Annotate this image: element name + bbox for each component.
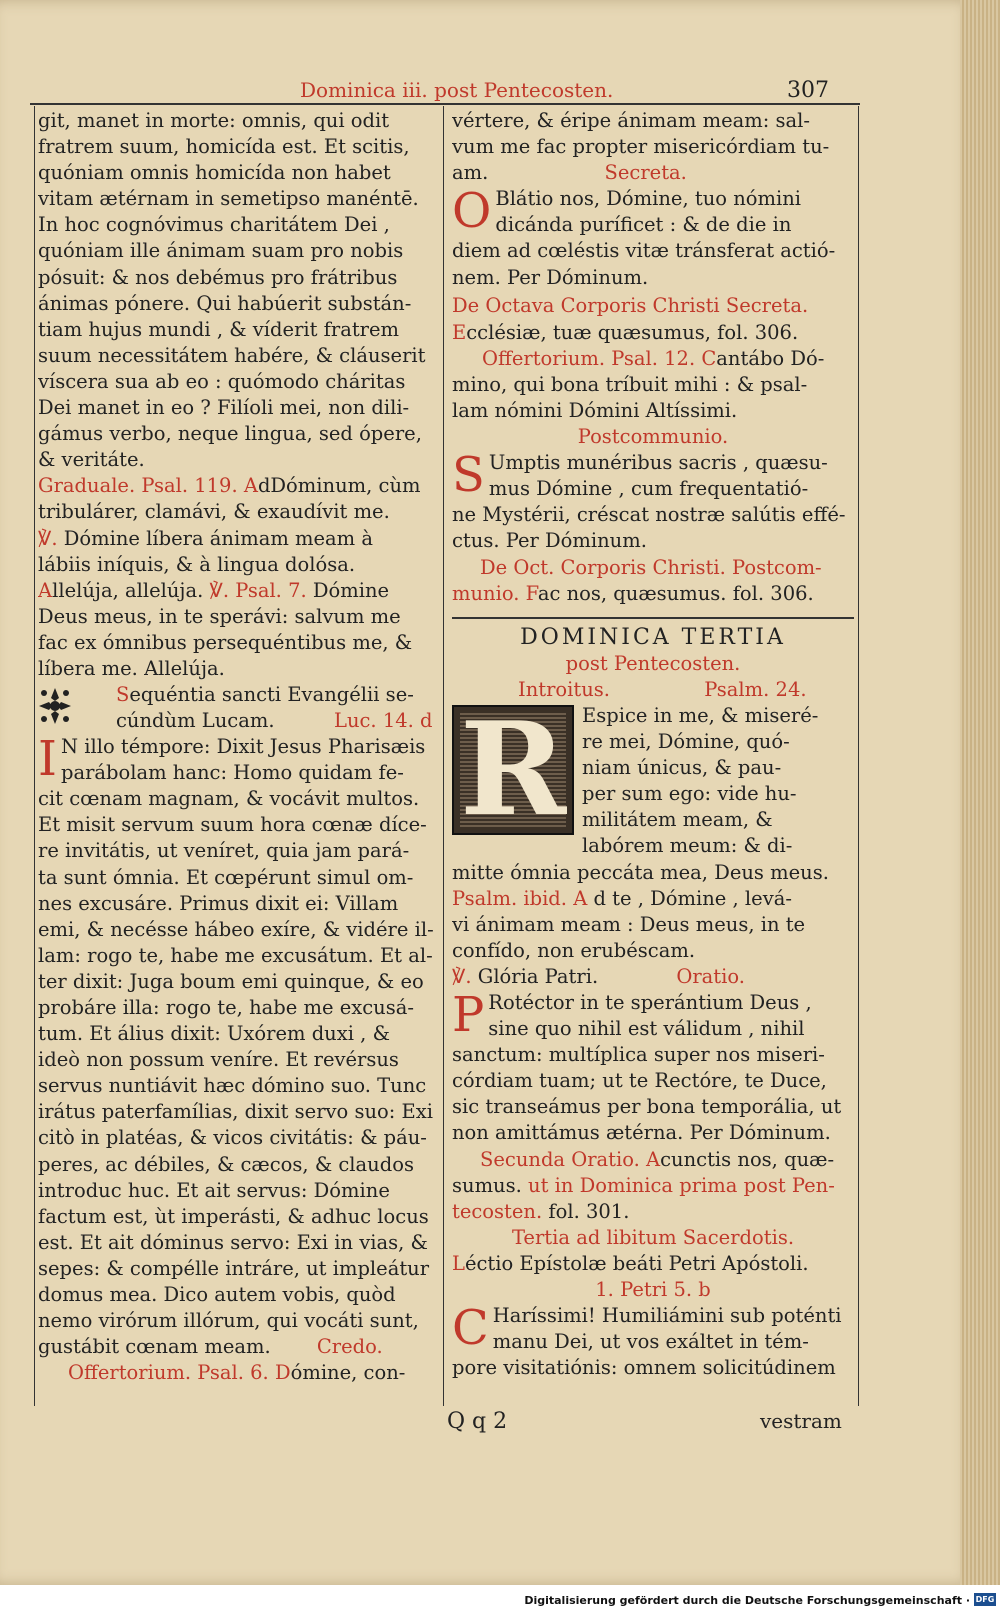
text-line: lam nómini Dómini Altíssimi.: [452, 398, 738, 422]
text-line: sine quo nihil est válidum , nihil: [488, 1017, 805, 1041]
text-line: niam únicus, & pau-: [582, 756, 782, 780]
text-line: suum necessitátem habére, & cláuserit: [38, 343, 426, 367]
text-line: domus mea. Dico autem vobis, quòd: [38, 1283, 396, 1307]
text-line: ctus. Per Dóminum.: [452, 529, 647, 553]
text-line: re invitátis, ut veníret, quia jam pará-: [38, 839, 410, 863]
text-line: peres, ac débiles, & cæcos, & claudos: [38, 1152, 414, 1176]
section-rule: [452, 617, 854, 619]
text-line: líbera me. Allelúja.: [38, 656, 225, 680]
text-line: mino, qui bona tríbuit mihi : & psal-: [452, 372, 808, 396]
text-line: citò in platéas, & vicos civitátis: & páu-: [38, 1126, 427, 1150]
text-line: quóniam ille ánimam suam pro nobis: [38, 239, 404, 263]
offertorium-right-label: Offertorium. Psal. 12.: [482, 346, 696, 370]
text-line: nemo virórum illórum, qui vocáti sunt,: [38, 1309, 419, 1333]
right-border: [858, 106, 859, 1406]
text-line: git, manet in morte: omnis, qui odit: [38, 109, 390, 132]
text-line: servus nuntiávit hæc dómino suo. Tunc: [38, 1074, 427, 1098]
secunda-oratio-line3: tecosten. fol. 301.: [452, 1199, 630, 1223]
alleluia-line: Allelúja, allelúja. ℣. Psal. 7. Dómine: [38, 578, 390, 602]
text-line: sic transeámus per bona temporália, ut: [452, 1095, 842, 1119]
versicle-mark: ℣.: [452, 964, 472, 988]
introitus-line: Introitus. Psalm. 24.: [518, 677, 807, 701]
text-line: confído, non erubéscam.: [452, 938, 696, 962]
drop-cap: C: [452, 1300, 489, 1357]
text-line: fratrem suum, homicída est. Et scitis,: [38, 135, 410, 159]
text-line: re mei, Dómine, quó-: [582, 730, 790, 754]
introitus-text: [452, 694, 854, 886]
section-title: DOMINICA TERTIA: [520, 624, 786, 650]
text-line: manu Dei, ut vos exáltet in tém-: [492, 1330, 809, 1354]
text-line: est. Et ait dóminus servo: Exi in vias, &: [38, 1230, 428, 1254]
text-line: probáre illa: rogo te, habe me excusá-: [38, 996, 414, 1019]
drop-cap: I: [38, 731, 57, 788]
text-line: sanctum: multíplica super nos miseri-: [452, 1043, 825, 1067]
header-rule: [30, 103, 860, 105]
text-line: tiam hujus mundi , & víderit fratrem: [38, 317, 400, 341]
text-line: tum. Et álius dixit: Uxórem duxi , &: [38, 1022, 390, 1046]
text-line: Blátio nos, Dómine, tuo nómini: [495, 187, 802, 211]
catchword: vestram: [760, 1409, 842, 1433]
text-line: mitte ómnia peccáta mea, Deus meus.: [452, 860, 829, 884]
text-line: cit cœnam magnam, & vocávit multos.: [38, 787, 420, 811]
secreta-text: [452, 183, 854, 290]
text-line: vértere, & éripe ánimam meam: sal-: [452, 109, 810, 132]
lectio-reference: 1. Petri 5. b: [595, 1278, 711, 1302]
right-column: [452, 108, 854, 1381]
text-line: introduc huc. Et ait servus: Dómine: [38, 1178, 390, 1202]
text-line: per sum ego: vide hu-: [582, 782, 797, 806]
dfg-logo-icon: DFG: [975, 1595, 995, 1604]
secunda-oratio-line2: sumus. ut in Dominica prima post Pen-: [452, 1173, 835, 1197]
text-line: ideò non possum veníre. Et revérsus: [38, 1048, 399, 1072]
text-line: nes excusáre. Primus dixit ei: Villam: [38, 891, 399, 915]
verse-line: ℣. Dómine líbera ánimam meam à: [38, 526, 373, 550]
graduale-line: Graduale. Psal. 119. AdDóminum, cùm: [38, 474, 421, 498]
gospel-text: [38, 731, 440, 1360]
sequentia-block: [38, 682, 440, 734]
octava-secreta-title: De Octava Corporis Christi Secreta.: [452, 293, 809, 317]
secreta-title: Secreta.: [604, 161, 687, 185]
text-line: Dei manet in eo ? Filíoli mei, non dili-: [38, 396, 410, 420]
page-number: 307: [787, 78, 829, 103]
offertorium-label: Offertorium. Psal. 6. D: [68, 1361, 291, 1385]
running-header: Dominica iii. post Pentecosten.: [300, 78, 614, 102]
text-line: ne Mystérii, créscat nostræ salútis effé-: [452, 503, 846, 527]
drop-cap: O: [452, 183, 492, 240]
text-line: Espice in me, & miseré-: [582, 703, 819, 727]
text-line: pósuit: & nos debémus pro frátribus: [38, 265, 398, 289]
text-line: Rotéctor in te sperántium Deus ,: [488, 991, 812, 1014]
text-line: vum me fac propter misericórdiam tu-: [452, 135, 830, 159]
text-line: quóniam omnis homicída non habet: [38, 161, 391, 185]
text-line: gustábit cœnam meam. Credo.: [38, 1335, 383, 1359]
text-line: irátus paterfamílias, dixit servo suo: Exi: [38, 1100, 434, 1124]
page-edge: [960, 0, 1000, 1585]
secunda-oratio-line: Secunda Oratio. Acunctis nos, quæ-: [480, 1147, 835, 1171]
text-line: ta sunt ómnia. Et cœpérunt simul om-: [38, 865, 414, 889]
text-line: Umptis munéribus sacris , quæsu-: [488, 451, 828, 475]
text-line: ter dixit: Juga boum emi quinque, & eo: [38, 969, 424, 993]
text-line: víscera sua ab eo : quómodo cháritas: [38, 369, 406, 393]
text-line: & veritáte.: [38, 448, 145, 472]
credo-rubric: Credo.: [316, 1335, 383, 1359]
woodcut-letter: R: [459, 694, 567, 845]
gloria-line: ℣. Glória Patri. Oratio.: [452, 964, 745, 988]
text-line: córdiam tuam; ut te Rectóre, te Duce,: [452, 1069, 827, 1093]
text-line: mus Dómine , cum frequentatió-: [488, 477, 809, 501]
alleluia-verse-ref: ℣. Psal. 7.: [203, 578, 307, 602]
offertorium-right-line: Offertorium. Psal. 12. Cantábo Dó-: [482, 346, 825, 370]
oratio-text: [452, 987, 854, 1147]
text-line: N illo témpore: Dixit Jesus Pharisæis: [60, 735, 426, 759]
woodcut-initial: [452, 694, 574, 845]
left-column: [38, 108, 440, 1386]
text-line: Haríssimi! Humiliámini sub poténti: [492, 1304, 842, 1328]
credit-text: Digitalisierung gefördert durch die Deutsche Forschungsgemeinschaft ·: [524, 1594, 970, 1607]
sequentia-line1: Sequéntia sancti Evangélii se-: [116, 683, 414, 707]
psalm-ibid-line: Psalm. ibid. A d te , Dómine , levá-: [452, 886, 792, 910]
sequentia-line2: cúndùm Lucam.: [116, 709, 275, 733]
section-subtitle: post Pentecosten.: [565, 651, 741, 675]
fleuron-ornament-icon: [38, 686, 72, 726]
drop-cap: S: [452, 447, 485, 504]
left-border: [34, 106, 35, 1406]
octava-postcommunio-line: munio. Fac nos, quæsumus. fol. 306.: [452, 581, 814, 605]
column-divider: [443, 106, 444, 1406]
text-line: parábolam hanc: Homo quidam fe-: [60, 761, 404, 785]
text-line: lam: rogo te, habe me excusátum. Et al-: [38, 943, 433, 967]
postcommunio-title: Postcommunio.: [577, 425, 729, 449]
secreta-heading-line: am. Secreta.: [452, 161, 687, 185]
offertorium-line: Offertorium. Psal. 6. Dómine, con-: [68, 1361, 406, 1385]
signature-mark: Q q 2: [447, 1409, 508, 1434]
text-line: vitam ætérnam in semetipso manéntē.: [38, 187, 419, 211]
text-line: lábiis iníquis, & à lingua dolósa.: [38, 552, 356, 576]
drop-cap: P: [452, 987, 485, 1043]
lectio-text: [452, 1300, 854, 1381]
text-line: Deus meus, in te sperávi: salvum me: [38, 604, 401, 628]
text-line: emi, & necésse hábeo exíre, & vidére il-: [38, 917, 434, 941]
text-line: ánimas pónere. Qui habúerit substán-: [38, 291, 412, 315]
octava-postcommunio-title: De Oct. Corporis Christi. Postcom-: [480, 555, 822, 579]
text-line: pore visitatiónis: omnem solicitúdinem: [452, 1356, 836, 1380]
text-line: Et misit servum suum hora cœnæ díce-: [38, 813, 427, 837]
text-line: In hoc cognóvimus charitátem Dei ,: [38, 213, 390, 237]
text-line: factum est, ùt imperásti, & adhuc locus: [38, 1204, 429, 1228]
postcommunio-text: [452, 447, 854, 554]
text-line: diem ad cœléstis vitæ tránsferat actió-: [452, 239, 836, 263]
psalm-ibid-label: Psalm. ibid. A: [452, 886, 588, 910]
text-line: vi ánimam meam : Deus meus, in te: [452, 912, 806, 936]
text-line: non amittámus ætérna. Per Dóminum.: [452, 1121, 831, 1145]
text-line: sepes: & compélle intráre, ut impleátur: [38, 1256, 430, 1280]
oratio-title: Oratio.: [676, 964, 745, 988]
text-line: militátem meam, &: [582, 808, 773, 832]
scripture-reference: Luc. 14. d: [334, 709, 433, 733]
text-line: labórem meum: & di-: [582, 834, 793, 858]
graduale-label: Graduale. Psal. 119. A: [38, 474, 258, 498]
text-line: gámus verbo, neque lingua, sed ópere,: [38, 422, 422, 446]
text-line: tribulárer, clamávi, & exaudívit me.: [38, 500, 390, 524]
lectio-line: Léctio Epístolæ beáti Petri Apóstoli.: [452, 1251, 809, 1275]
text-line: nem. Per Dóminum.: [452, 265, 649, 289]
octava-secreta-line: Ecclésiæ, tuæ quæsumus, fol. 306.: [452, 320, 799, 344]
versicle-mark: ℣.: [38, 526, 58, 550]
text-line: fac ex ómnibus persequéntibus me, &: [38, 630, 413, 654]
text-line: dicánda puríficet : & de die in: [495, 213, 792, 237]
tertia-title: Tertia ad libitum Sacerdotis.: [511, 1225, 795, 1249]
